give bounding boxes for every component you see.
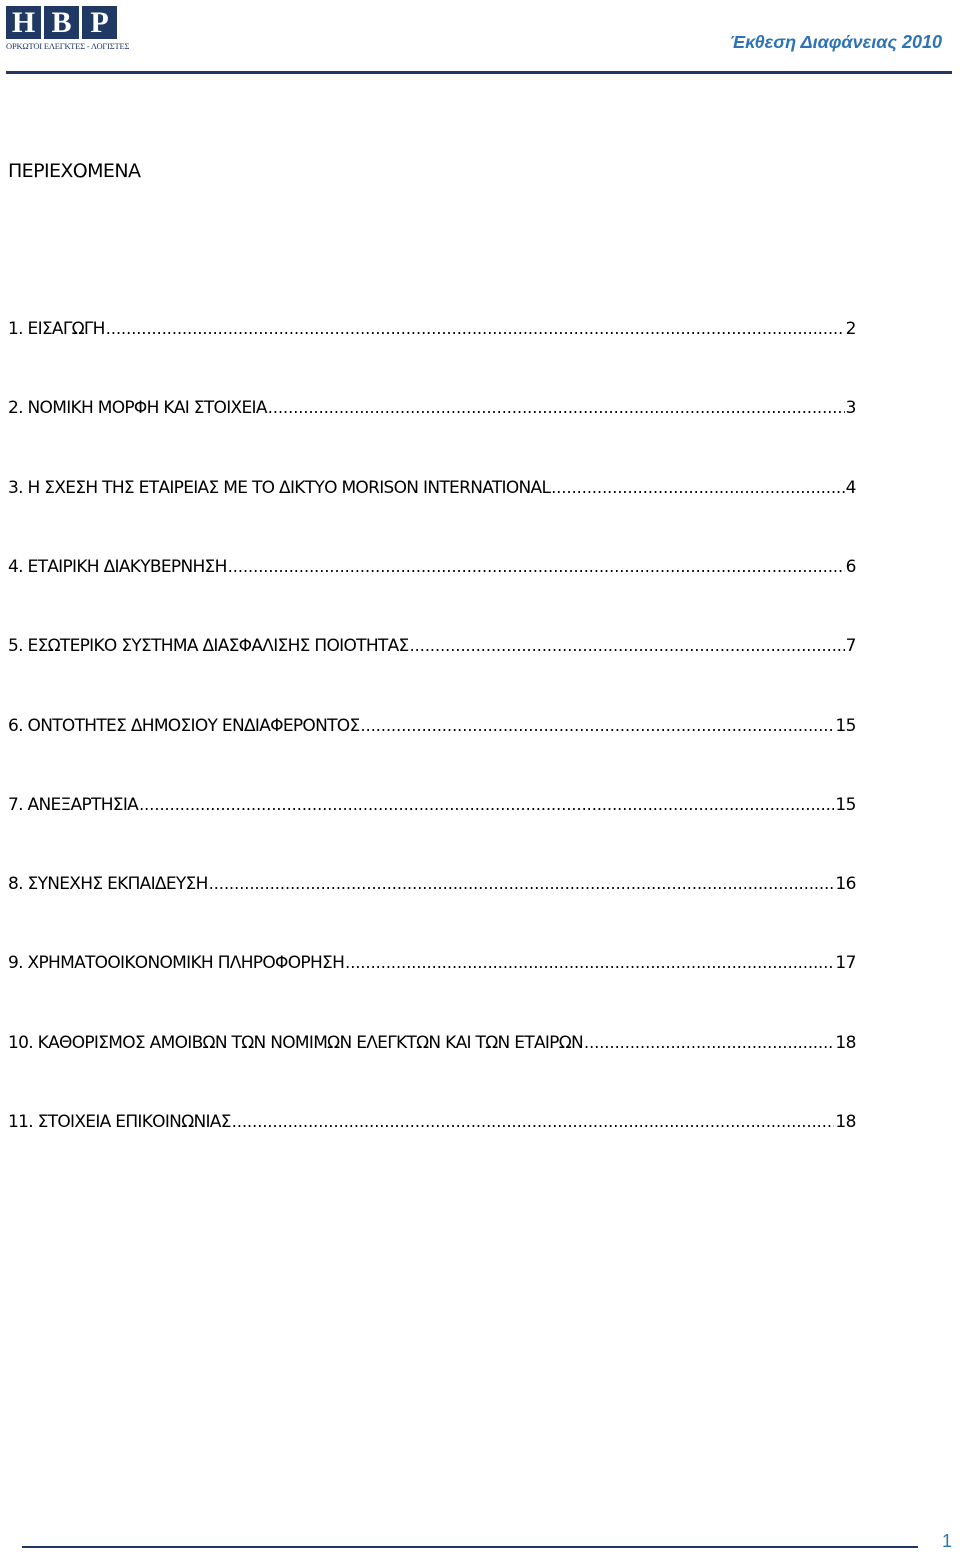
toc-dot-leader <box>228 556 845 578</box>
toc-entry-label: 3. Η ΣΧΕΣΗ ΤΗΣ ΕΤΑΙΡΕΙΑΣ ΜΕ ΤΟ ΔΙΚΤΥΟ MORISON INTERNATIONAL <box>8 478 551 498</box>
toc-entry[interactable] <box>8 1111 856 1133</box>
toc-entry[interactable] <box>8 794 856 816</box>
hbp-logo <box>6 6 130 51</box>
toc-entry-page: 16 <box>835 874 856 894</box>
logo-letter-p: P <box>82 6 117 39</box>
toc-entry-page: 4 <box>845 478 856 498</box>
toc-entry[interactable] <box>8 477 856 499</box>
toc-heading: ΠΕΡΙΕΧΟΜΕΝΑ <box>8 160 141 182</box>
toc-entry[interactable] <box>8 635 856 657</box>
toc-entry-label: 4. ΕΤΑΙΡΙΚΗ ΔΙΑΚΥΒΕΡΝΗΣΗ <box>8 557 227 577</box>
toc-entry[interactable] <box>8 1032 856 1054</box>
toc-dot-leader <box>139 794 834 816</box>
footer-divider <box>22 1546 918 1548</box>
toc-entry-label: 8. ΣΥΝΕΧΗΣ ΕΚΠΑΙΔΕΥΣΗ <box>8 874 208 894</box>
header-divider <box>6 71 952 74</box>
toc-entry-page: 17 <box>835 953 856 973</box>
toc-entry-page: 15 <box>835 716 856 736</box>
toc-entry-page: 3 <box>845 398 856 418</box>
toc-entry-page: 18 <box>835 1033 856 1053</box>
toc-entry[interactable] <box>8 556 856 578</box>
toc-entry[interactable] <box>8 318 856 340</box>
toc-entry-page: 2 <box>845 319 856 339</box>
toc-dot-leader <box>410 635 845 657</box>
toc-entry-label: 11. ΣΤΟΙΧΕΙΑ ΕΠΙΚΟΙΝΩΝΙΑΣ <box>8 1112 231 1132</box>
toc-entry-label: 6. ΟΝΤΟΤΗΤΕΣ ΔΗΜΟΣΙΟΥ ΕΝΔΙΑΦΕΡΟΝΤΟΣ <box>8 716 360 736</box>
toc-dot-leader <box>345 952 834 974</box>
toc-entry-label: 10. ΚΑΘΟΡΙΣΜΟΣ ΑΜΟΙΒΩΝ ΤΩΝ ΝΟΜΙΜΩΝ ΕΛΕΓΚΤΩΝ ΚΑΙ ΤΩΝ ΕΤΑΙΡΩΝ <box>8 1033 584 1053</box>
page-number: 1 <box>941 1531 952 1551</box>
toc-entry-label: 9. ΧΡΗΜΑΤΟΟΙΚΟΝΟΜΙΚΗ ΠΛΗΡΟΦΟΡΗΣΗ <box>8 953 345 973</box>
toc-dot-leader <box>268 397 845 419</box>
toc-dot-leader <box>361 715 835 737</box>
toc-dot-leader <box>106 318 845 340</box>
toc-dot-leader <box>232 1111 835 1133</box>
toc-entry-label: 1. ΕΙΣΑΓΩΓΗ <box>8 319 105 339</box>
toc-dot-leader <box>584 1032 834 1054</box>
logo-subtitle: ΟΡΚΩΤΟΙ ΕΛΕΓΚΤΕΣ - ΛΟΓΙΣΤΕΣ <box>6 41 130 51</box>
toc-entry-page: 15 <box>835 795 856 815</box>
document-title: Έκθεση Διαφάνειας 2010 <box>729 32 942 52</box>
toc-entry-label: 2. ΝΟΜΙΚΗ ΜΟΡΦΗ ΚΑΙ ΣΤΟΙΧΕΙΑ <box>8 398 267 418</box>
toc-dot-leader <box>209 873 835 895</box>
logo-letter-boxes <box>6 6 119 39</box>
toc-entry[interactable] <box>8 715 856 737</box>
toc-entry-page: 18 <box>835 1112 856 1132</box>
toc-entry-page: 6 <box>845 557 856 577</box>
toc-entry[interactable] <box>8 873 856 895</box>
toc-dot-leader <box>551 477 844 499</box>
logo-letter-h: H <box>6 6 41 39</box>
logo-letter-b: B <box>44 6 79 39</box>
toc-entry[interactable] <box>8 397 856 419</box>
toc-entry-page: 7 <box>845 636 856 656</box>
toc-entry-label: 5. ΕΣΩΤΕΡΙΚΟ ΣΥΣΤΗΜΑ ΔΙΑΣΦΑΛΙΣΗΣ ΠΟΙΟΤΗΤΑΣ <box>8 636 409 656</box>
toc-entry[interactable] <box>8 952 856 974</box>
toc-entry-label: 7. ΑΝΕΞΑΡΤΗΣΙΑ <box>8 795 139 815</box>
